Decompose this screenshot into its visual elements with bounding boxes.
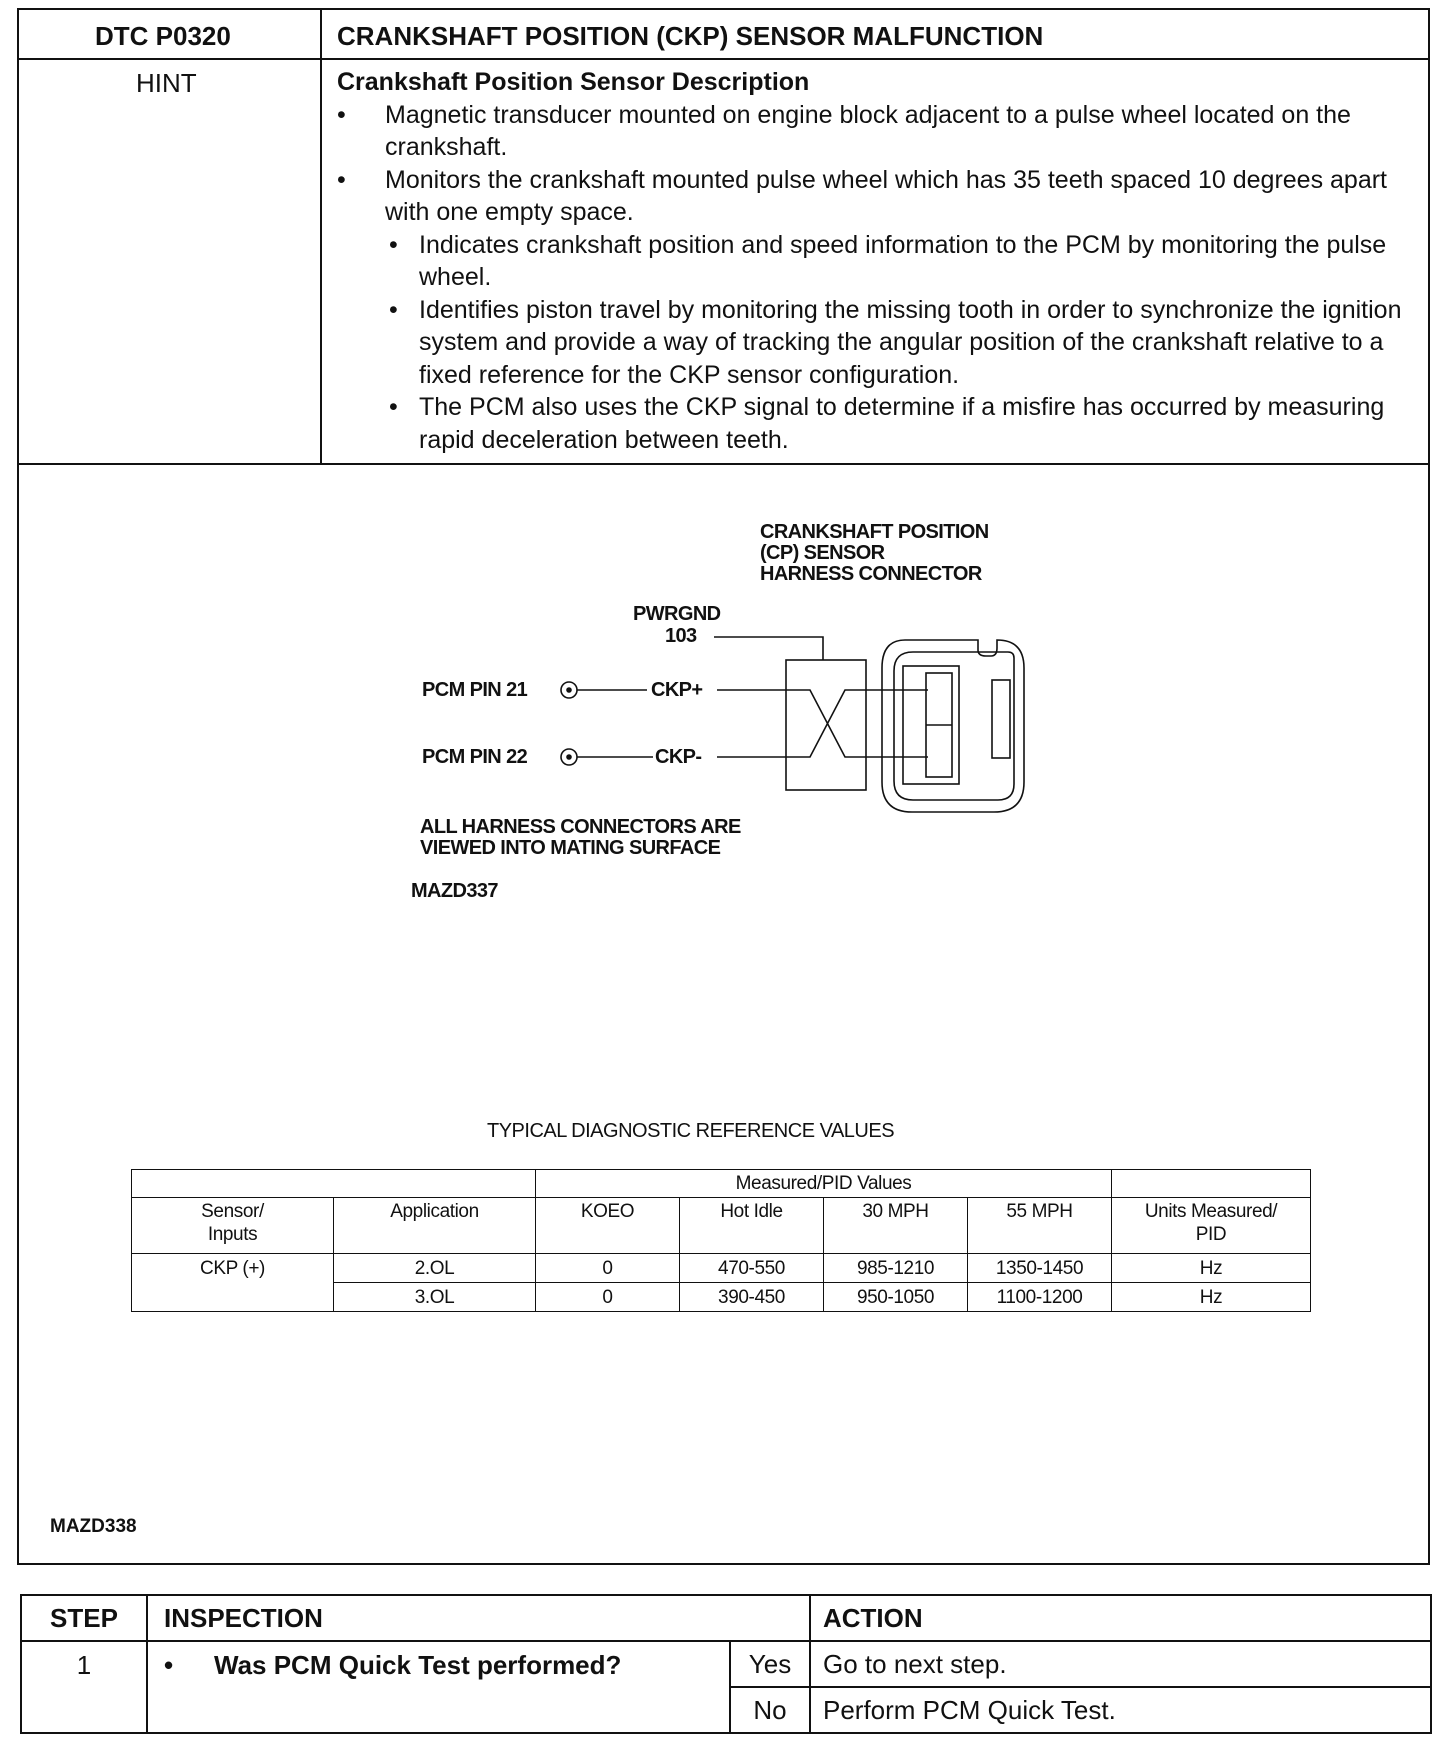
inspection-question: Was PCM Quick Test performed? xyxy=(214,1650,622,1680)
col-header-units-line1: Units Measured/ xyxy=(1144,1201,1278,1222)
application-cell: 3.OL xyxy=(334,1283,536,1312)
hint-subbullet: • Indicates crankshaft position and speed information to the PCM by monitoring the pulse wheel. xyxy=(337,229,1417,294)
hint-bullet: • Magnetic transducer mounted on engine block adjacent to a pulse wheel located on the crankshaft. xyxy=(337,99,1417,164)
connector-note-1: ALL HARNESS CONNECTORS ARE xyxy=(420,816,741,838)
dtc-title: CRANKSHAFT POSITION (CKP) SENSOR MALFUNCTION xyxy=(337,21,1044,51)
sensor-cell: CKP (+) xyxy=(132,1254,334,1312)
hint-subbullet: • Identifies piston travel by monitoring the missing tooth in order to synchronize the ignition system and provide a way of tracking the angular position of the crankshaft relative to a fixed reference for the CKP sensor configuration. xyxy=(337,294,1417,392)
inspection-step-table xyxy=(20,1594,1432,1734)
units-cell: Hz xyxy=(1112,1283,1311,1312)
group-header: Measured/PID Values xyxy=(536,1170,1112,1198)
col-header-sensor xyxy=(132,1198,334,1254)
hot-idle-cell: 470-550 xyxy=(680,1254,824,1283)
connector-title-3: HARNESS CONNECTOR xyxy=(760,563,982,585)
col-header-units xyxy=(1112,1198,1311,1254)
pin21-terminal-dot xyxy=(567,688,571,692)
55mph-cell: 1350-1450 xyxy=(968,1254,1112,1283)
connector-housing-inner xyxy=(894,652,1014,800)
pin22-terminal-dot xyxy=(567,755,571,759)
col-header-hot-idle: Hot Idle xyxy=(680,1198,824,1254)
col-header-sensor-line2: Inputs xyxy=(207,1224,258,1245)
ckp-minus-label: CKP- xyxy=(655,746,702,768)
yes-label: Yes xyxy=(730,1641,810,1687)
figure-code-2: MAZD338 xyxy=(50,1516,137,1537)
connector-latch-slot xyxy=(992,680,1010,758)
55mph-cell: 1100-1200 xyxy=(968,1283,1112,1312)
30mph-cell: 985-1210 xyxy=(824,1254,968,1283)
col-header-30mph: 30 MPH xyxy=(824,1198,968,1254)
col-header-koeo: KOEO xyxy=(536,1198,680,1254)
table-blank-cell xyxy=(1112,1170,1311,1198)
table-row xyxy=(132,1254,1311,1283)
step-number: 1 xyxy=(21,1641,147,1733)
bullet-icon: • xyxy=(164,1650,174,1680)
hint-subbullet: • The PCM also uses the CKP signal to determine if a misfire has occurred by measuring rapid deceleration between teeth. xyxy=(337,391,1417,456)
hot-idle-cell: 390-450 xyxy=(680,1283,824,1312)
inspection-question-cell xyxy=(147,1641,730,1733)
yes-action: Go to next step. xyxy=(810,1641,1431,1687)
twisted-wire-b xyxy=(790,690,866,757)
koeo-cell: 0 xyxy=(536,1283,680,1312)
ckp-plus-label: CKP+ xyxy=(651,679,703,701)
col-header-step: STEP xyxy=(21,1595,147,1641)
col-header-inspection: INSPECTION xyxy=(147,1595,810,1641)
col-header-units-line2: PID xyxy=(1195,1224,1227,1245)
pin21-label: PCM PIN 21 xyxy=(422,679,528,701)
koeo-cell: 0 xyxy=(536,1254,680,1283)
connector-title-2: (CP) SENSOR xyxy=(760,542,885,564)
30mph-cell: 950-1050 xyxy=(824,1283,968,1312)
connector-title-1: CRANKSHAFT POSITION xyxy=(760,521,989,543)
col-header-sensor-line1: Sensor/ xyxy=(201,1201,264,1222)
connector-note-2: VIEWED INTO MATING SURFACE xyxy=(420,837,721,859)
pwrgnd-label: PWRGND xyxy=(633,603,721,625)
application-cell: 2.OL xyxy=(334,1254,536,1283)
units-cell: Hz xyxy=(1112,1254,1311,1283)
hint-bullet: • Monitors the crankshaft mounted pulse wheel which has 35 teeth spaced 10 degrees apart with one empty space. xyxy=(337,164,1417,229)
pwrgnd-wire xyxy=(714,637,823,660)
hint-subtitle: Crankshaft Position Sensor Description xyxy=(337,68,810,96)
table-blank-cell xyxy=(132,1170,536,1198)
no-label: No xyxy=(730,1687,810,1733)
hint-label: HINT xyxy=(136,68,197,98)
pin22-label: PCM PIN 22 xyxy=(422,746,528,768)
reference-table-title: TYPICAL DIAGNOSTIC REFERENCE VALUES xyxy=(487,1120,895,1142)
figure-code-1: MAZD337 xyxy=(411,880,498,902)
col-header-action: ACTION xyxy=(810,1595,1431,1641)
dtc-code: DTC P0320 xyxy=(95,21,231,51)
col-header-application: Application xyxy=(334,1198,536,1254)
reference-values-table xyxy=(131,1169,1311,1312)
no-action: Perform PCM Quick Test. xyxy=(810,1687,1431,1733)
col-header-55mph: 55 MPH xyxy=(968,1198,1112,1254)
pwrgnd-number: 103 xyxy=(665,625,697,647)
table-row xyxy=(21,1641,1431,1687)
